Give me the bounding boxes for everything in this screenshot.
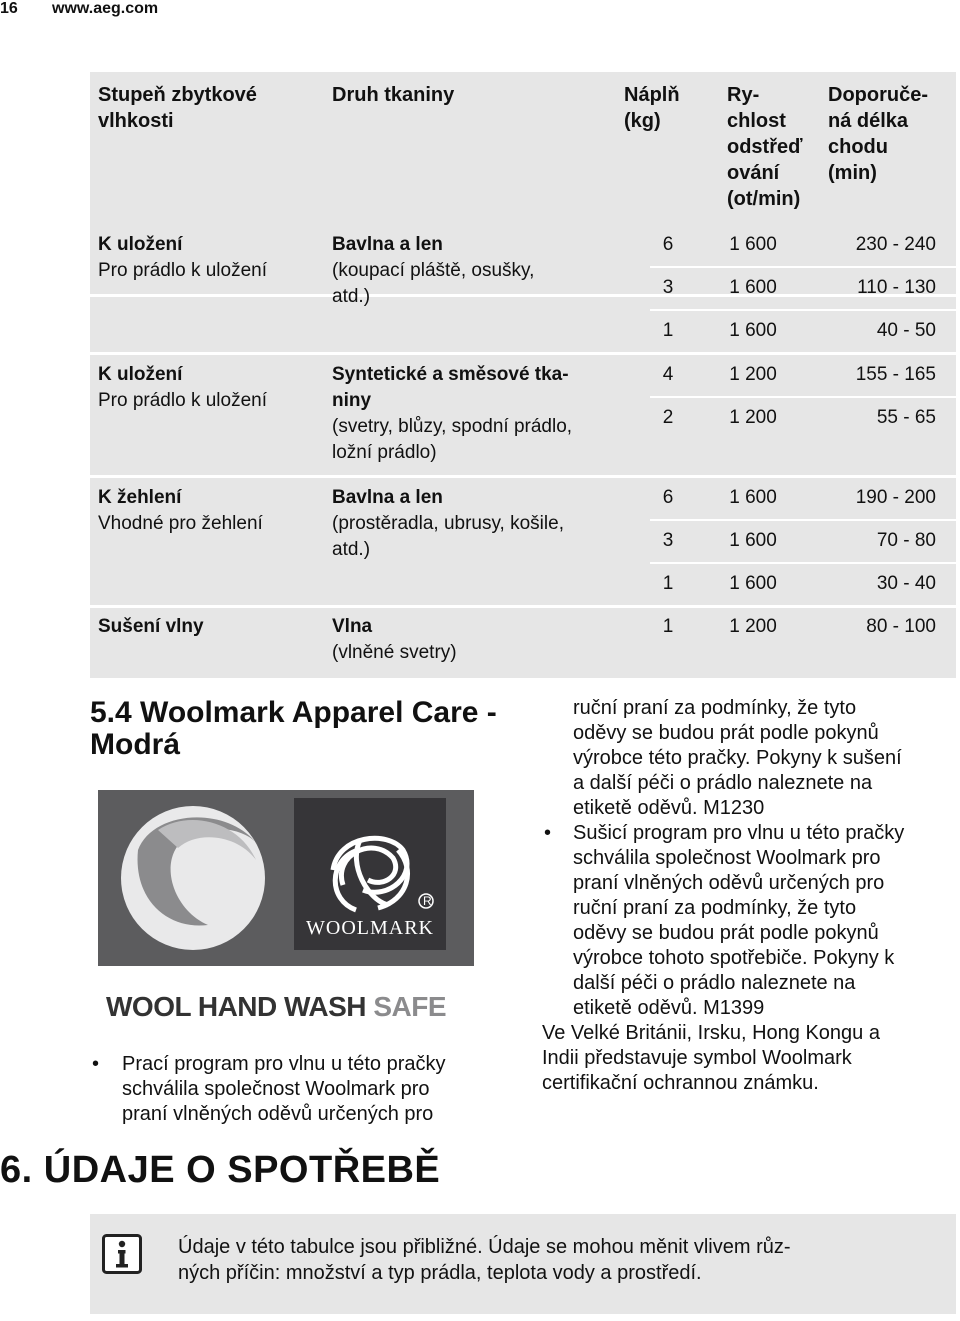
fabric-name: Vlna	[332, 616, 373, 637]
drying-table	[90, 72, 956, 678]
woolmark-brand: WOOLMARK	[306, 917, 434, 939]
info-line: Údaje v této tabulce jsou přibližné. Údaje se mohou měnit vlivem růz-	[178, 1236, 791, 1258]
load-value: 6	[662, 487, 674, 508]
time-value: 70 - 80	[876, 530, 936, 551]
header-time-line: (min)	[828, 162, 877, 184]
time-value: 40 - 50	[876, 320, 936, 341]
bullet-line: výrobce této pračky. Pokyny k sušení	[573, 747, 902, 769]
speed-value: 1 600	[729, 530, 777, 551]
sub-divider	[650, 309, 956, 311]
row-1-fabric	[332, 232, 622, 310]
time-value: 155 - 165	[855, 364, 936, 385]
bullet-line: oděvy se budou prát podle pokynů	[573, 722, 879, 744]
info-line: ných příčin: množství a typ prádla, teplota vody a prostředí.	[178, 1262, 702, 1284]
fabric-name: Syntetické a směsové tka-	[332, 364, 569, 385]
speed-value: 1 600	[729, 487, 777, 508]
woolmark-logo	[98, 790, 474, 1036]
fabric-sub: (svetry, blůzy, spodní prádlo,	[332, 416, 573, 437]
program-name: Sušení vlny	[98, 616, 204, 637]
header-speed-line: (ot/min)	[727, 188, 801, 210]
speed-value: 1 600	[729, 573, 777, 594]
speed-value: 1 200	[729, 616, 777, 637]
time-value: 80 - 100	[866, 616, 936, 637]
header-speed-line: ování	[727, 162, 780, 184]
bullet-line: Sušicí program pro vlnu u této pračky	[573, 822, 905, 844]
row-4-fabric	[332, 614, 622, 666]
fabric-name: Bavlna a len	[332, 487, 443, 508]
row-divider	[90, 475, 956, 478]
load-value: 1	[662, 616, 674, 637]
bullet-line: praní vlněných oděvů určených pro	[122, 1103, 434, 1125]
program-sub: Pro prádlo k uložení	[98, 390, 267, 411]
row-divider	[90, 352, 956, 355]
sub-divider	[650, 562, 956, 564]
bullet-line: schválila společnost Woolmark pro	[573, 847, 881, 869]
row-3-fabric	[332, 485, 622, 563]
bullet-dot: •	[92, 1053, 100, 1075]
header-dryness-line: vlhkosti	[98, 110, 174, 132]
fabric-sub: (vlněné svetry)	[332, 642, 457, 663]
row-1-program	[98, 232, 318, 284]
time-value: 55 - 65	[876, 407, 936, 428]
speed-value: 1 600	[729, 277, 777, 298]
woolmark-logo-icon	[98, 790, 474, 1036]
header-load-line: Náplň	[624, 84, 680, 106]
row-4-program	[98, 614, 318, 640]
time-value: 110 - 130	[857, 277, 936, 298]
paragraph-line: certifikační ochrannou známku.	[542, 1072, 819, 1094]
fabric-sub: atd.)	[332, 539, 371, 560]
program-name: K žehlení	[98, 487, 182, 508]
header-load	[624, 82, 714, 134]
program-sub: Pro prádlo k uložení	[98, 260, 267, 281]
page-number: 16	[0, 0, 18, 17]
header-speed-line: Ry-	[727, 84, 760, 106]
banner-main: WOOL HAND WASH	[106, 991, 367, 1022]
header-load-line: (kg)	[624, 110, 661, 132]
section-54-title	[90, 697, 510, 761]
speed-value: 1 600	[729, 320, 777, 341]
bullet-line: etiketě oděvů. M1399	[573, 997, 765, 1019]
header-speed-line: odstřeď	[727, 136, 803, 158]
bullet-list-left	[90, 1052, 510, 1127]
info-icon	[102, 1234, 142, 1274]
row-2-fabric	[332, 362, 622, 466]
bullet-line: schválila společnost Woolmark pro	[122, 1078, 430, 1100]
bullet-line: praní vlněných oděvů určených pro	[573, 872, 885, 894]
program-name: K uložení	[98, 234, 183, 255]
bullet-line: Prací program pro vlnu u této pračky	[122, 1053, 446, 1075]
header-time-line: chodu	[828, 136, 888, 158]
paragraph-line: Ve Velké Británii, Irsku, Hong Kongu a	[542, 1022, 880, 1044]
paragraph-line: Indii představuje symbol Woolmark	[542, 1047, 852, 1069]
bullet-continuation	[542, 696, 956, 821]
header-time	[828, 82, 948, 186]
sub-divider	[650, 266, 956, 268]
bullet-line: ruční praní za podmínky, že tyto	[573, 897, 857, 919]
woolmark-paragraph	[542, 1021, 956, 1096]
bullet-line: oděvy se budou prát podle pokynů	[573, 922, 879, 944]
time-value: 230 - 240	[855, 234, 936, 255]
program-name: K uložení	[98, 364, 183, 385]
row-2-program	[98, 362, 318, 414]
page-header	[0, 0, 960, 18]
info-text	[178, 1234, 898, 1286]
load-value: 6	[662, 234, 674, 255]
fabric-sub: (prostěradla, ubrusy, košile,	[332, 513, 564, 534]
section-54-title-line: 5.4 Woolmark Apparel Care -	[90, 696, 497, 729]
sub-divider	[650, 519, 956, 521]
header-speed	[727, 82, 822, 212]
speed-value: 1 200	[729, 364, 777, 385]
bullet-item	[542, 821, 956, 1021]
header-time-line: ná délka	[828, 110, 909, 132]
bullet-item	[90, 1052, 510, 1127]
speed-value: 1 200	[729, 407, 777, 428]
speed-value: 1 600	[729, 234, 777, 255]
section-54-title-line: Modrá	[90, 728, 180, 761]
sub-divider	[650, 396, 956, 398]
page-url: www.aeg.com	[52, 0, 159, 17]
bullet-line: další péči o prádlo naleznete na	[573, 972, 856, 994]
time-value: 30 - 40	[876, 573, 936, 594]
section-6-title: 6. ÚDAJE O SPOTŘEBĚ	[0, 1149, 441, 1191]
fabric-sub: (koupací pláště, osušky,	[332, 260, 535, 281]
bullet-line: výrobce tohoto spotřebiče. Pokyny k	[573, 947, 895, 969]
woolmark-banner	[106, 991, 446, 1022]
info-note	[90, 1214, 956, 1314]
bullet-line: ruční praní za podmínky, že tyto	[573, 697, 857, 719]
load-value: 2	[662, 407, 674, 428]
header-dryness-line: Stupeň zbytkové	[98, 84, 257, 106]
bullet-line: a další péči o prádlo naleznete na	[573, 772, 873, 794]
header-speed-line: chlost	[727, 110, 786, 132]
header-dryness	[98, 82, 318, 134]
load-value: 1	[662, 573, 674, 594]
load-value: 3	[662, 277, 674, 298]
load-value: 3	[662, 530, 674, 551]
registered-mark: R	[423, 894, 432, 908]
fabric-sub: ložní prádlo)	[332, 442, 437, 463]
right-column	[542, 696, 956, 1096]
bullet-line: etiketě oděvů. M1230	[573, 797, 765, 819]
fabric-name: Bavlna a len	[332, 234, 443, 255]
load-value: 4	[662, 364, 674, 385]
load-value: 1	[662, 320, 674, 341]
row-divider	[90, 605, 956, 608]
program-sub: Vhodné pro žehlení	[98, 513, 263, 534]
header-time-line: Doporuče-	[828, 84, 928, 106]
fabric-sub: atd.)	[332, 286, 371, 307]
fabric-name: niny	[332, 390, 372, 411]
bullet-dot: •	[544, 822, 552, 844]
time-value: 190 - 200	[855, 487, 936, 508]
banner-accent: SAFE	[373, 991, 446, 1022]
header-fabric: Druh tkaniny	[332, 84, 455, 106]
row-3-program	[98, 485, 318, 537]
